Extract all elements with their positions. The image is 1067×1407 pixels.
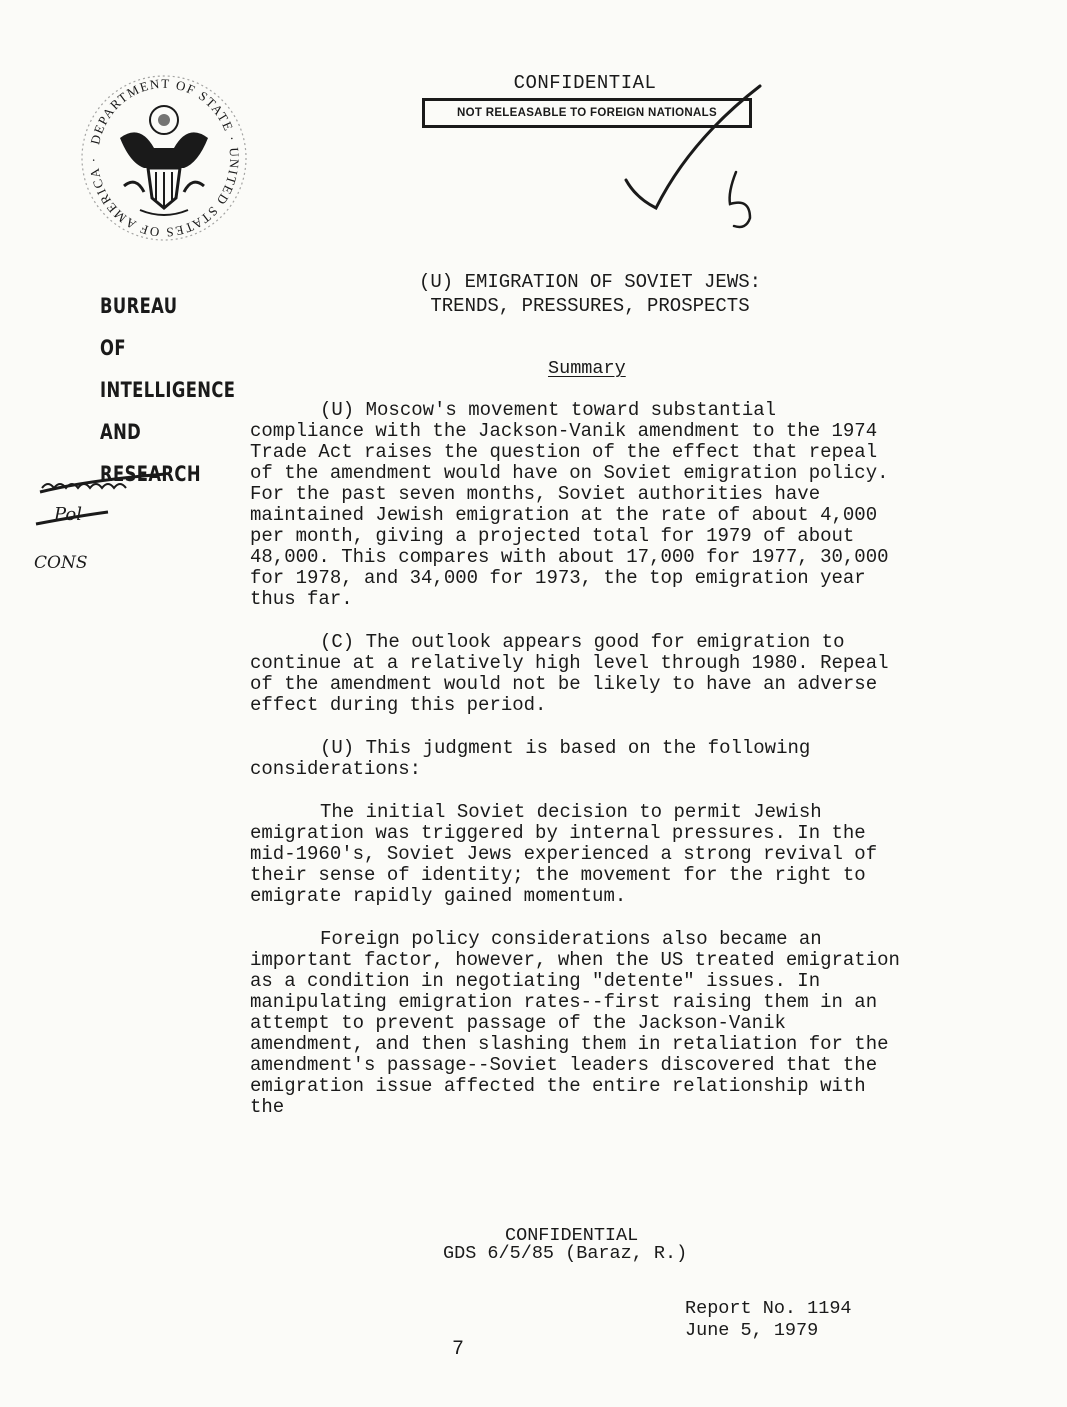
document-title bbox=[370, 270, 810, 318]
bureau-line-2: INTELLIGENCE bbox=[100, 378, 236, 402]
declassification-line: GDS 6/5/85 (Baraz, R.) bbox=[443, 1243, 688, 1264]
paragraph-5: Foreign policy considerations also became an important factor, however, when the US treated emigration as a condition in negotiating "detente" issues. In manipulating emigration rates--first raising them in an attempt to prevent passage of the Jackson-Vanik amendment, and then slashing them in retaliation for the amendment's passage--Soviet leaders discovered that the emigration issue affected the entire relationship with the bbox=[250, 928, 900, 1118]
report-number: Report No. 1194 bbox=[685, 1298, 852, 1319]
paragraph-4: The initial Soviet decision to permit Jewish emigration was triggered by internal pressures. In the mid-1960's, Soviet Jews experienced a strong revival of their sense of identity; the movement for the right to emigrate rapidly gained momentum. bbox=[250, 801, 878, 907]
title-line-1: (U) EMIGRATION OF SOVIET JEWS: bbox=[418, 271, 762, 293]
title-line-2: TRENDS, PRESSURES, PROSPECTS bbox=[430, 295, 750, 317]
margin-note-text: CONS bbox=[34, 553, 88, 573]
svg-text:Pol: Pol bbox=[54, 504, 82, 525]
svg-text:DEPARTMENT OF STATE · UNITED S: DEPARTMENT OF STATE · UNITED STATES OF AMERICA · bbox=[85, 75, 243, 241]
classification-header: CONFIDENTIAL bbox=[513, 72, 657, 94]
bureau-line-1: BUREAU OF bbox=[100, 294, 178, 360]
classification-footer: CONFIDENTIAL bbox=[505, 1225, 639, 1246]
bureau-line-3: AND RESEARCH bbox=[100, 420, 201, 486]
summary-heading: Summary bbox=[548, 358, 626, 379]
department-of-state-seal bbox=[80, 68, 248, 248]
handwritten-check-mark bbox=[600, 80, 780, 240]
page-number: 7 bbox=[452, 1338, 465, 1361]
paragraph-1: (U) Moscow's movement toward substantial compliance with the Jackson-Vanik amendment to the 1974 Trade Act raises the question of the effect that repeal of the amendment would have on Soviet emigration policy. For the past seven months, Soviet authorities have maintained Jewish emigration at the rate of about 4,000 per month, giving a projected total for 1979 of about 48,000. This compares with about 17,000 for 1977, 30,000 for 1978, and 34,000 for 1973, the top emigration year thus far. bbox=[250, 399, 889, 610]
release-notice-box: NOT RELEASABLE TO FOREIGN NATIONALS bbox=[422, 98, 752, 128]
paragraph-3: (U) This judgment is based on the following considerations: bbox=[250, 737, 811, 780]
paragraph-2: (C) The outlook appears good for emigration to continue at a relatively high level through 1980. Repeal of the amendment would not be likely to have an adverse effect during this period. bbox=[250, 631, 889, 716]
document-body bbox=[250, 400, 900, 1140]
handwritten-margin-notes bbox=[28, 462, 178, 582]
report-date: June 5, 1979 bbox=[685, 1320, 819, 1341]
